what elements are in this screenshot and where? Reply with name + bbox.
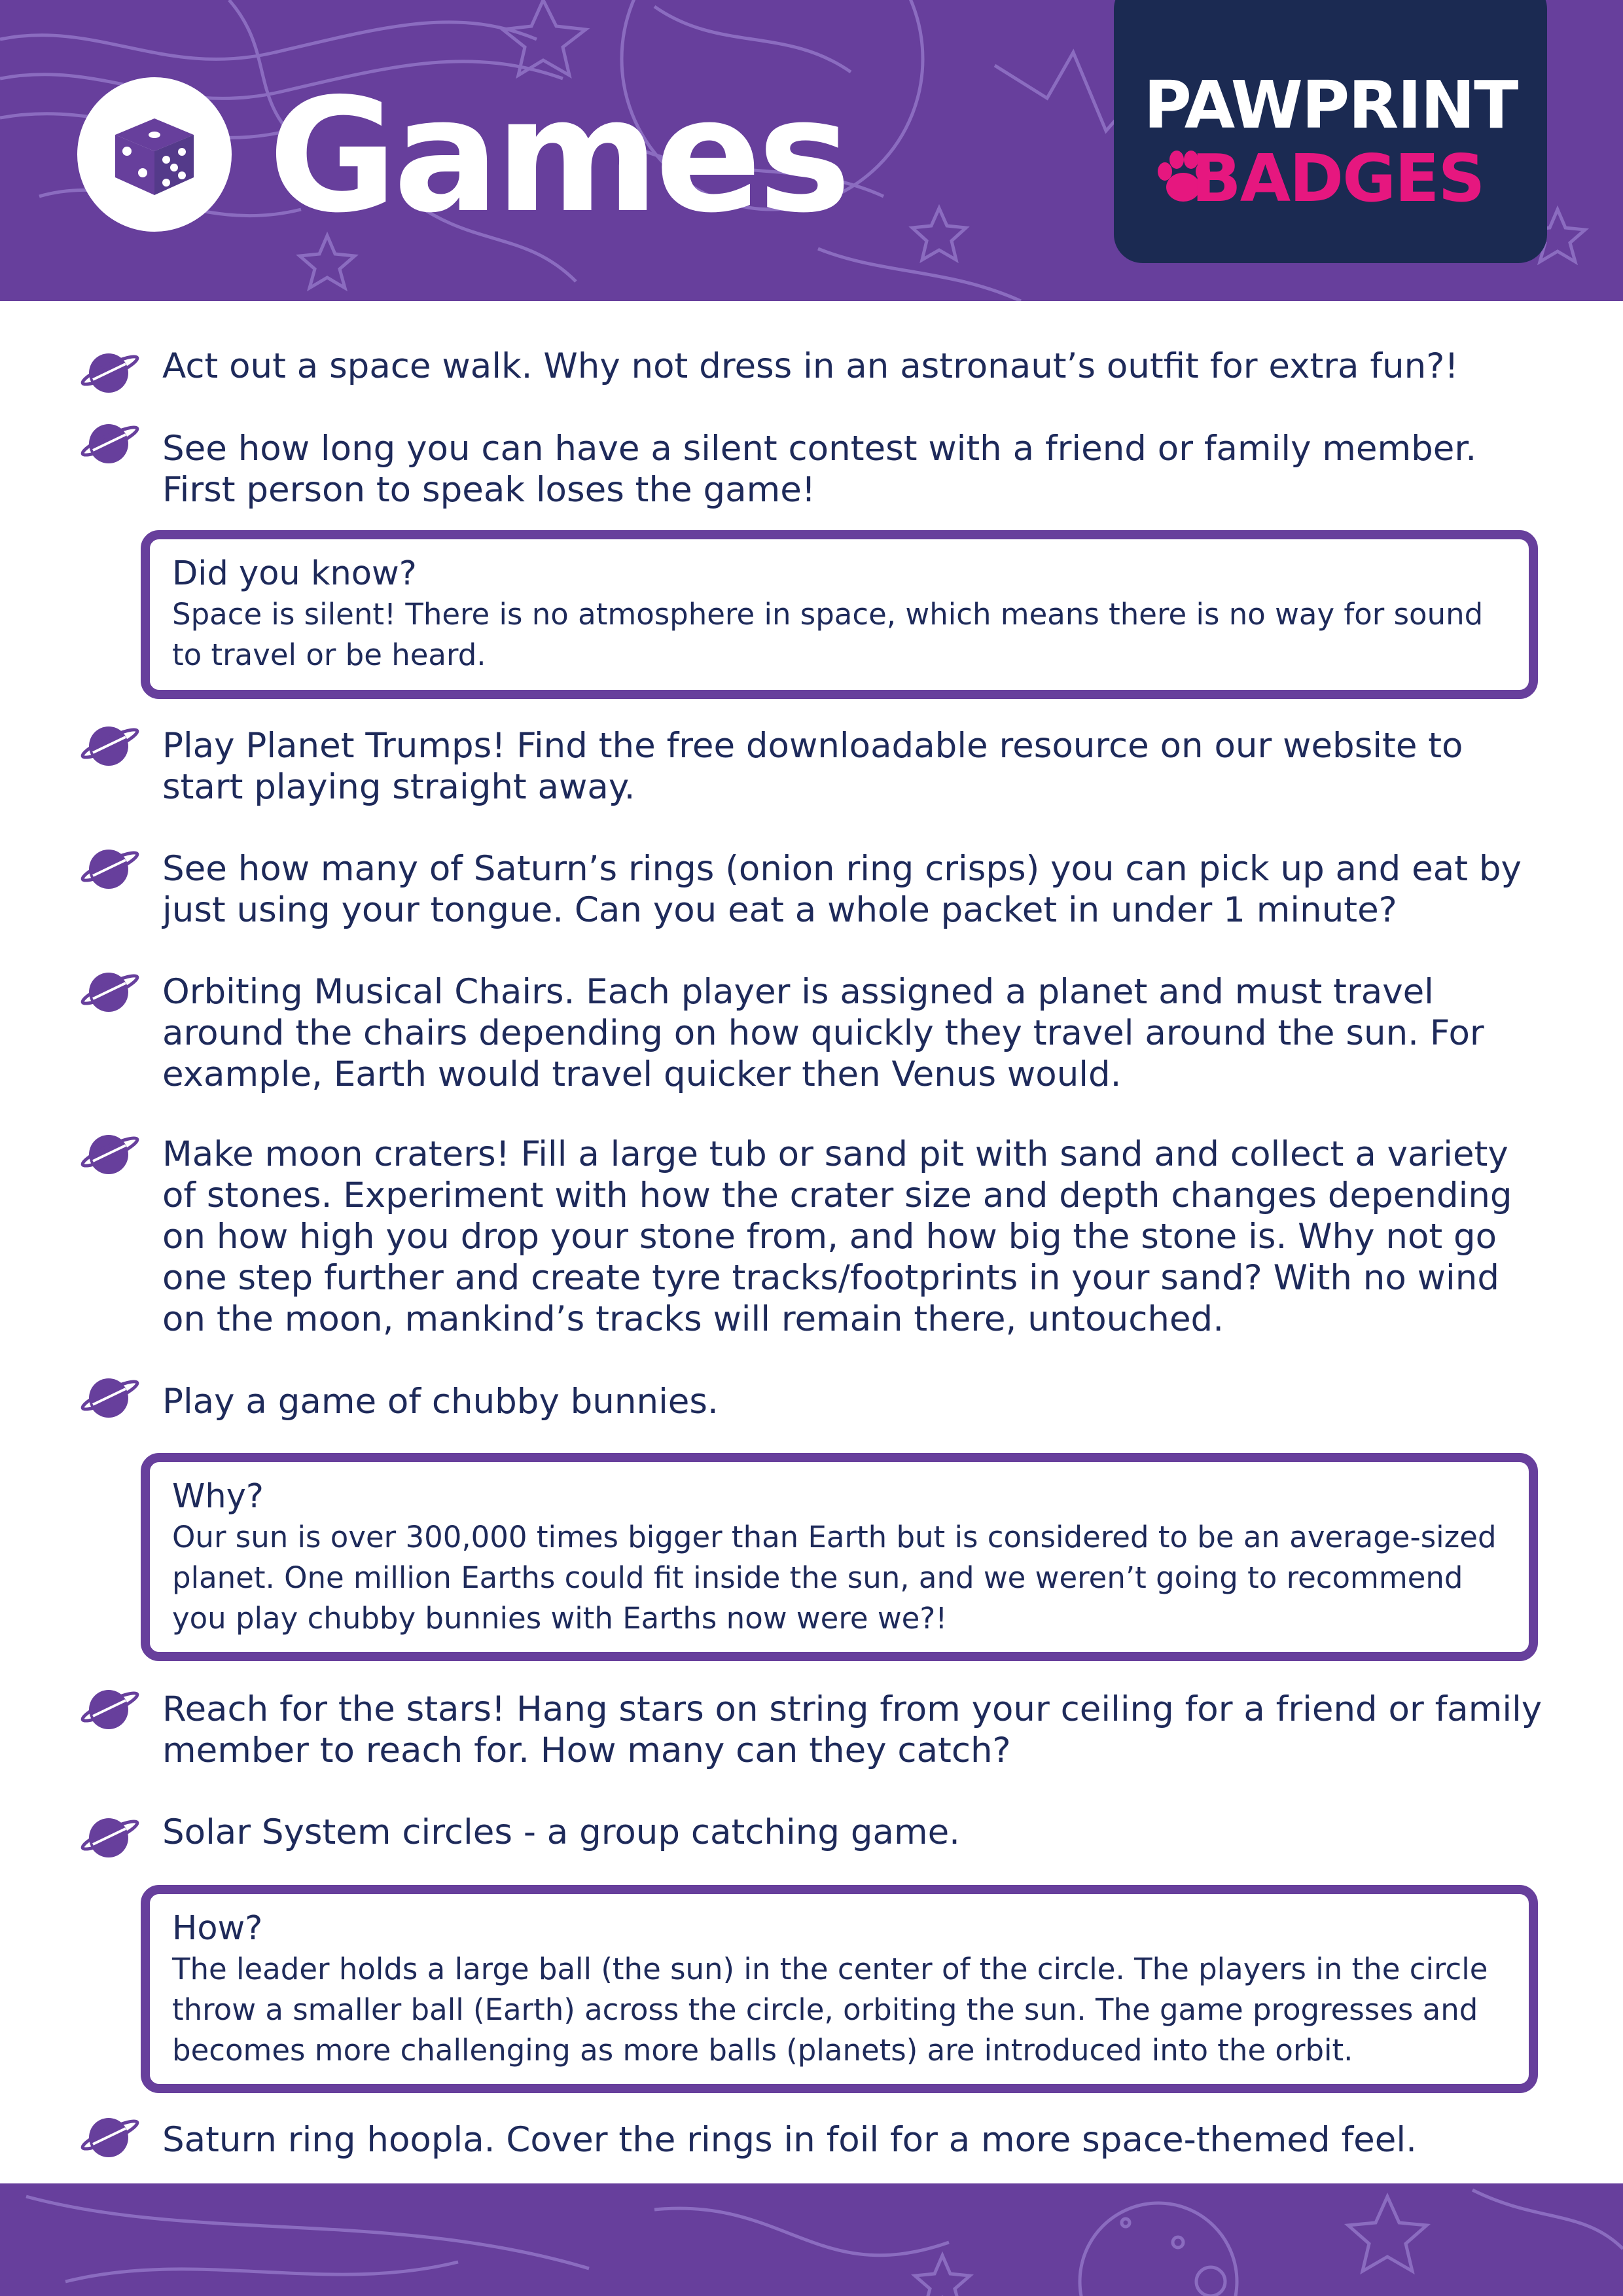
dice-badge — [77, 77, 232, 232]
planet-icon — [79, 720, 141, 770]
list-item: Act out a space walk. Why not dress in an astronaut’s outfit for extra fun?! — [162, 346, 1459, 386]
box-title: Did you know? — [172, 554, 417, 593]
box-text: The leader holds a large ball (the sun) in the center of the circle. The players in the circle throw a smaller ball (Earth) across the circle, orbiting the sun. The game progresses and becomes more challenging as more balls (planets) are introduced into the orbit. — [172, 1952, 1488, 2068]
list-item: See how long you can have a silent contest with a friend or family member. First person to speak loses the game! — [162, 429, 1477, 510]
did-you-know-box — [141, 530, 1538, 699]
planet-icon — [79, 966, 141, 1016]
planet-icon — [79, 1128, 141, 1178]
page-title: Games — [268, 64, 847, 247]
header-banner — [0, 0, 1623, 301]
list-item: Orbiting Musical Chairs. Each player is assigned a planet and must travel around the chairs depending on how quickly they travel around the sun. For example, Earth would travel quicker then Venus would. — [162, 972, 1484, 1094]
logo-line-1: PAWPRINT — [1143, 67, 1518, 143]
planet-icon — [79, 418, 141, 467]
planet-icon — [79, 1683, 141, 1733]
footer-banner — [0, 2183, 1623, 2296]
box-text: Space is silent! There is no atmosphere in space, which means there is no way for sound to travel or be heard. — [172, 597, 1484, 672]
planet-icon — [79, 347, 141, 397]
logo-line-2: BADGES — [1191, 140, 1484, 217]
why-box — [141, 1453, 1538, 1661]
list-item: Reach for the stars! Hang stars on string from your ceiling for a friend or family member to reach for. How many can they catch? — [162, 1689, 1543, 1770]
list-item: Solar System circles - a group catching game. — [162, 1812, 961, 1852]
list-item: Make moon craters! Fill a large tub or sand pit with sand and collect a variety of stones. Experiment with how the crater size and depth changes depending on how high you drop your stone from, and how big the stone is. Why not go one step further and create tyre tracks/footprints in your sand? With no wind on the moon, mankind’s tracks will remain there, untouched. — [162, 1134, 1512, 1339]
dice-icon — [109, 109, 200, 200]
box-title: Why? — [172, 1477, 264, 1516]
how-box — [141, 1885, 1538, 2093]
planet-icon — [79, 2111, 141, 2161]
list-item: See how many of Saturn’s rings (onion ring crisps) you can pick up and eat by just using your tongue. Can you eat a whole packet in under 1 minute? — [162, 849, 1522, 930]
list-item: Play Planet Trumps! Find the free downloadable resource on our website to start playing straight away. — [162, 726, 1463, 807]
planet-icon — [79, 1812, 141, 1861]
pawprint-badges-logo — [1114, 0, 1547, 263]
space-doodle-pattern — [0, 2183, 1623, 2296]
box-title: How? — [172, 1909, 263, 1948]
box-text: Our sun is over 300,000 times bigger than Earth but is considered to be an average-sized planet. One million Earths could fit inside the sun, and we weren’t going to recommend you play chubby bunnies with Earths now were we?! — [172, 1520, 1497, 1636]
list-item: Saturn ring hoopla. Cover the rings in foil for a more space-themed feel. — [162, 2120, 1417, 2160]
planet-icon — [79, 1372, 141, 1422]
list-item: Play a game of chubby bunnies. — [162, 1382, 719, 1422]
planet-icon — [79, 843, 141, 893]
